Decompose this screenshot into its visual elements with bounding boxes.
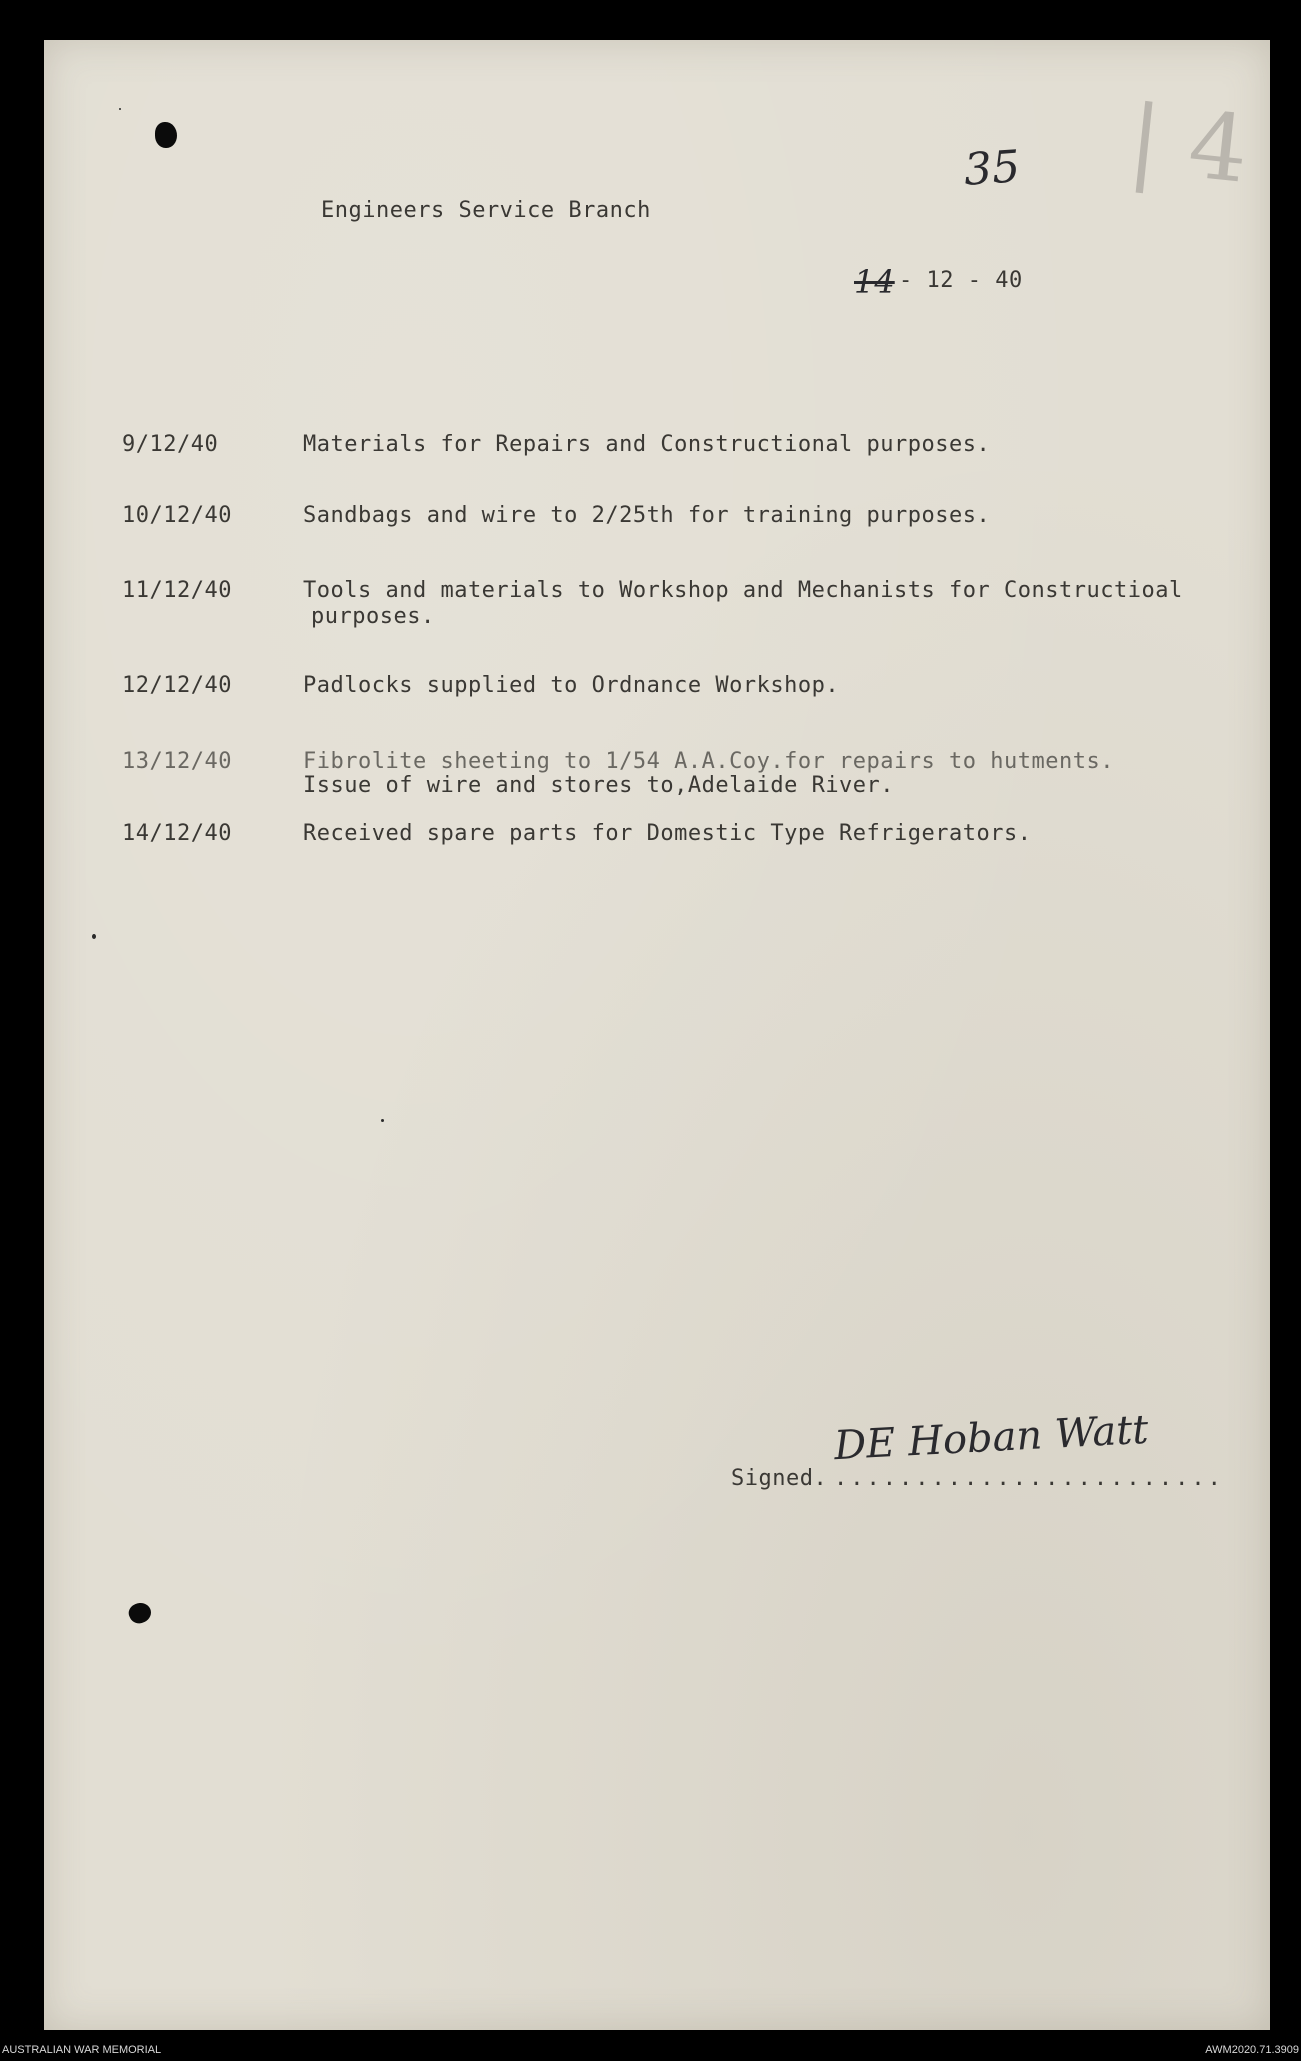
branch-title: Engineers Service Branch: [321, 198, 651, 223]
punch-hole-top: [155, 122, 177, 148]
entry-text-continued: Issue of wire and stores to,Adelaide River.: [303, 773, 895, 798]
pencil-margin-mark: | 4: [1123, 85, 1254, 204]
date-prefix-handwritten: 14: [854, 263, 895, 301]
paper-speck: [381, 1119, 384, 1122]
paper-speck: [92, 934, 96, 939]
entry-date: 10/12/40: [122, 503, 232, 528]
entry-text: Fibrolite sheeting to 1/54 A.A.Coy.for repairs to hutments.: [303, 749, 1114, 774]
entry-date: 11/12/40: [122, 578, 232, 603]
footer-institution: AUSTRALIAN WAR MEMORIAL: [2, 2044, 162, 2056]
entry-text: Tools and materials to Workshop and Mechanists for Constructioal: [303, 578, 1183, 603]
entry-date: 9/12/40: [122, 432, 219, 457]
entry-text: Materials for Repairs and Constructional purposes.: [303, 432, 991, 457]
punch-hole-bottom: [126, 1599, 154, 1626]
document-page: [44, 40, 1270, 2030]
entry-date: 14/12/40: [122, 821, 232, 846]
folio-number: 35: [962, 141, 1022, 196]
entry-text: Padlocks supplied to Ordnance Workshop.: [303, 673, 840, 698]
signature-dotted-line: ........................: [834, 1466, 1224, 1491]
entry-date: 13/12/40: [122, 749, 232, 774]
document-date: - 12 - 40: [899, 268, 1023, 293]
entry-text: Sandbags and wire to 2/25th for training purposes.: [303, 503, 991, 528]
signature: DE Hoban Watt: [833, 1406, 1150, 1470]
paper-speck: [119, 108, 121, 110]
footer-accession-number: AWM2020.71.3909: [1205, 2044, 1299, 2056]
entry-date: 12/12/40: [122, 673, 232, 698]
entry-text: Received spare parts for Domestic Type Refrigerators.: [303, 821, 1032, 846]
signed-label: Signed.: [731, 1466, 828, 1491]
entry-text-continued: purposes.: [311, 604, 435, 629]
